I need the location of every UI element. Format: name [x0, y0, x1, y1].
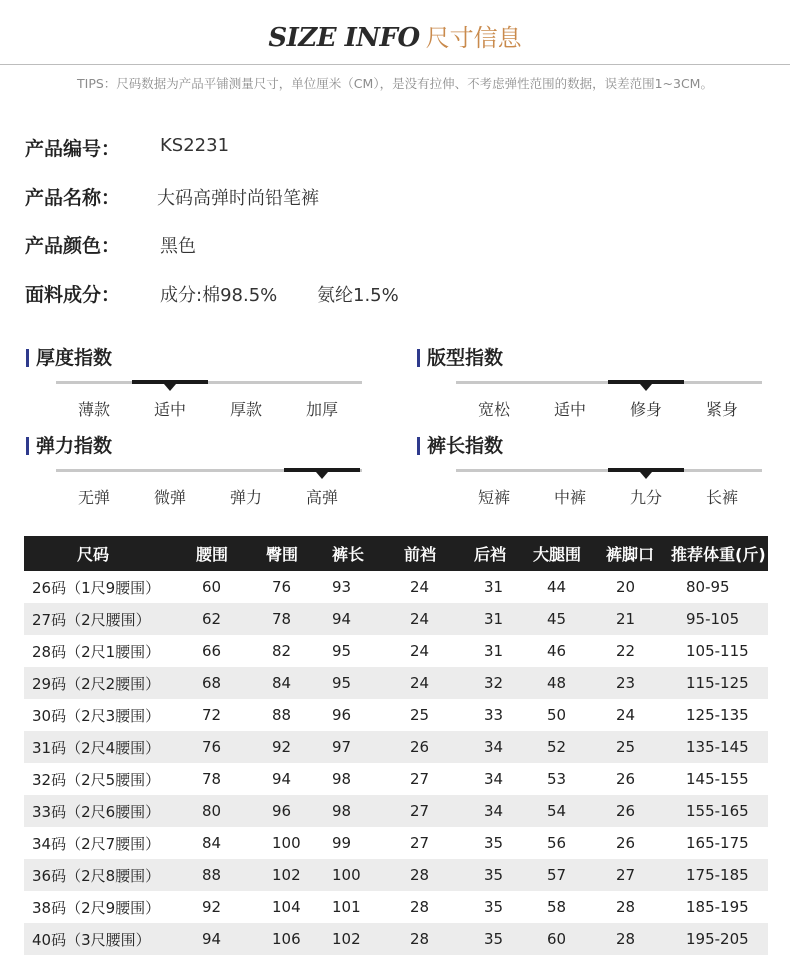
measure-cell: 175-185 — [670, 859, 768, 891]
tips-text: TIPS：尺码数据为产品平铺测量尺寸，单位厘米（CM），是没有拉伸、不考虑弹性范围的数据，误差范围1~3CM。 — [77, 76, 713, 91]
measure-cell: 53 — [547, 770, 567, 788]
table-row — [24, 763, 768, 795]
measure-cell: 24 — [402, 603, 470, 635]
size-table-header-row — [24, 536, 768, 571]
measure-cell: 35 — [484, 898, 504, 916]
measure-cell: 195-205 — [670, 923, 768, 955]
stretch-option: 弹力 — [229, 488, 262, 507]
measure-cell: 78 — [266, 603, 332, 635]
product-name-value: 大码高弹时尚铅笔裤 — [157, 188, 319, 209]
measure-cell: 72 — [202, 706, 222, 724]
measure-cell: 102 — [332, 923, 402, 955]
measure-cell: 28 — [410, 898, 430, 916]
measure-cell: 28 — [616, 898, 636, 916]
product-color-value: 黑色 — [160, 236, 196, 257]
measure-cell: 76 — [272, 578, 292, 596]
product-code-value: KS2231 — [160, 135, 230, 156]
measure-cell: 27 — [604, 859, 670, 891]
fit-index — [417, 347, 767, 427]
length-index — [417, 435, 767, 515]
measure-cell: 27 — [410, 770, 430, 788]
measure-cell: 48 — [533, 667, 604, 699]
measure-cell: 105-115 — [686, 642, 749, 660]
size-cell: 27码（2尺腰围） — [24, 603, 196, 635]
stretch-option: 无弹 — [77, 488, 110, 507]
length-index-marker-icon — [640, 472, 652, 479]
measure-cell: 60 — [202, 578, 222, 596]
header-title-zh: 尺寸信息 — [425, 24, 522, 52]
table-row — [24, 859, 768, 891]
stretch-index-marker-icon — [316, 472, 328, 479]
measure-cell: 99 — [332, 834, 352, 852]
measure-cell: 66 — [202, 642, 222, 660]
measure-cell: 115-125 — [670, 667, 768, 699]
measure-cell: 31 — [470, 603, 533, 635]
measure-cell: 62 — [196, 603, 266, 635]
measure-cell: 26 — [402, 731, 470, 763]
measure-cell: 76 — [196, 731, 266, 763]
measure-cell: 102 — [266, 859, 332, 891]
measure-cell: 92 — [202, 898, 222, 916]
size-info-header — [0, 18, 790, 58]
measure-cell: 185-195 — [686, 898, 749, 916]
size-cell: 32码（2尺5腰围） — [32, 770, 161, 789]
table-row — [24, 571, 768, 603]
measure-cell: 94 — [196, 923, 266, 955]
measure-cell: 135-145 — [670, 731, 768, 763]
table-row — [24, 667, 768, 699]
measure-cell: 27 — [402, 795, 470, 827]
length-option: 长裤 — [705, 488, 738, 507]
measure-cell: 22 — [616, 642, 636, 660]
measure-cell: 32 — [470, 667, 533, 699]
measure-cell: 100 — [272, 834, 301, 852]
measure-cell: 20 — [616, 578, 636, 596]
header-thigh: 大腿围 — [533, 536, 604, 571]
product-fabric-label: 面料成分： — [25, 284, 121, 306]
table-row — [24, 603, 768, 635]
stretch-option: 高弹 — [305, 488, 338, 507]
size-cell: 26码（1尺9腰围） — [32, 578, 161, 597]
size-cell: 40码（3尺腰围） — [24, 923, 196, 955]
measure-cell: 52 — [533, 731, 604, 763]
measure-cell: 31 — [484, 642, 504, 660]
measure-cell: 21 — [604, 603, 670, 635]
measure-cell: 101 — [332, 898, 361, 916]
measure-cell: 56 — [547, 834, 567, 852]
measure-cell: 28 — [402, 859, 470, 891]
table-row — [24, 827, 768, 859]
thickness-option: 适中 — [153, 400, 186, 419]
measure-cell: 44 — [547, 578, 567, 596]
size-cell: 28码（2尺1腰围） — [32, 642, 161, 661]
length-option: 九分 — [629, 488, 662, 507]
measure-cell: 33 — [484, 706, 504, 724]
measure-cell: 60 — [533, 923, 604, 955]
stretch-index-title: 弹力指数 — [26, 435, 112, 457]
size-cell: 38码（2尺9腰围） — [32, 898, 161, 917]
measure-cell: 46 — [547, 642, 567, 660]
fit-option: 适中 — [553, 400, 586, 419]
measure-cell: 88 — [196, 859, 266, 891]
thickness-option: 加厚 — [305, 400, 338, 419]
measure-cell: 155-165 — [670, 795, 768, 827]
size-cell: 33码（2尺6腰围） — [24, 795, 196, 827]
measure-cell: 34 — [470, 795, 533, 827]
measure-cell: 50 — [547, 706, 567, 724]
product-name-label: 产品名称： — [25, 187, 121, 209]
thickness-index-marker-icon — [164, 384, 176, 391]
measure-cell: 54 — [533, 795, 604, 827]
stretch-option: 微弹 — [153, 488, 186, 507]
fit-option: 紧身 — [705, 400, 738, 419]
measure-cell: 80-95 — [686, 578, 730, 596]
measure-cell: 78 — [202, 770, 222, 788]
thickness-index — [26, 347, 366, 427]
measure-cell: 34 — [484, 770, 504, 788]
table-row — [24, 731, 768, 763]
measure-cell: 35 — [470, 923, 533, 955]
header-size: 尺码 — [24, 536, 196, 571]
measure-cell: 94 — [332, 603, 402, 635]
measure-cell: 96 — [266, 795, 332, 827]
length-index-title: 裤长指数 — [417, 435, 503, 457]
measure-cell: 24 — [410, 578, 430, 596]
measure-cell: 104 — [272, 898, 301, 916]
measure-cell: 88 — [272, 706, 292, 724]
measure-cell: 34 — [470, 731, 533, 763]
measure-cell: 26 — [616, 834, 636, 852]
header-leg-opening: 裤脚口 — [604, 536, 670, 571]
measure-cell: 100 — [332, 859, 402, 891]
measure-cell: 25 — [604, 731, 670, 763]
measure-cell: 95-105 — [670, 603, 768, 635]
measure-cell: 94 — [272, 770, 292, 788]
measure-cell: 97 — [332, 731, 402, 763]
measure-cell: 96 — [332, 706, 352, 724]
measure-cell: 31 — [484, 578, 504, 596]
header-recommended-weight: 推荐体重(斤) — [670, 536, 768, 571]
measure-cell: 28 — [604, 923, 670, 955]
header-back-rise: 后裆 — [470, 536, 533, 571]
fit-option: 修身 — [629, 400, 662, 419]
measure-cell: 165-175 — [686, 834, 749, 852]
measure-cell: 98 — [332, 795, 402, 827]
length-option: 短裤 — [477, 488, 510, 507]
table-row — [24, 923, 768, 955]
measure-cell: 95 — [332, 667, 402, 699]
measure-cell: 45 — [533, 603, 604, 635]
header-hip: 臀围 — [266, 536, 332, 571]
measure-cell: 82 — [272, 642, 292, 660]
measure-cell: 145-155 — [686, 770, 749, 788]
measure-cell: 84 — [202, 834, 222, 852]
measure-cell: 24 — [616, 706, 636, 724]
measure-cell: 106 — [266, 923, 332, 955]
header-title-en: SIZE INFO — [268, 23, 420, 53]
header-front-rise: 前裆 — [402, 536, 470, 571]
measure-cell: 23 — [604, 667, 670, 699]
measure-cell: 26 — [616, 770, 636, 788]
size-table — [24, 536, 768, 955]
size-cell: 34码（2尺7腰围） — [32, 834, 161, 853]
measure-cell: 24 — [402, 667, 470, 699]
size-cell: 30码（2尺3腰围） — [32, 706, 161, 725]
measure-cell: 24 — [410, 642, 430, 660]
measure-cell: 95 — [332, 642, 352, 660]
measure-cell: 27 — [410, 834, 430, 852]
measure-cell: 25 — [410, 706, 430, 724]
product-color-label: 产品颜色： — [25, 235, 121, 257]
fit-option: 宽松 — [477, 400, 510, 419]
product-fabric-value-1: 成分:棉98.5% — [160, 285, 278, 306]
header-divider — [0, 64, 790, 65]
product-fabric-value-2: 氨纶1.5% — [317, 285, 399, 306]
measure-cell: 57 — [533, 859, 604, 891]
thickness-index-track — [56, 381, 362, 384]
measure-cell: 35 — [470, 859, 533, 891]
table-row — [24, 795, 768, 827]
header-length: 裤长 — [332, 536, 402, 571]
measure-cell: 58 — [547, 898, 567, 916]
measure-cell: 80 — [196, 795, 266, 827]
table-row — [24, 635, 768, 667]
length-option: 中裤 — [553, 488, 586, 507]
size-cell: 31码（2尺4腰围） — [24, 731, 196, 763]
measure-cell: 98 — [332, 770, 352, 788]
fit-index-marker-icon — [640, 384, 652, 391]
measure-cell: 26 — [604, 795, 670, 827]
header-waist: 腰围 — [196, 536, 266, 571]
size-cell: 36码（2尺8腰围） — [24, 859, 196, 891]
measure-cell: 125-135 — [686, 706, 749, 724]
stretch-index — [26, 435, 366, 515]
measure-cell: 68 — [196, 667, 266, 699]
measure-cell: 93 — [332, 578, 352, 596]
fit-index-title: 版型指数 — [417, 347, 503, 369]
thickness-option: 厚款 — [229, 400, 262, 419]
product-code-label: 产品编号： — [25, 138, 121, 160]
thickness-option: 薄款 — [77, 400, 110, 419]
measure-cell: 84 — [266, 667, 332, 699]
table-row — [24, 699, 768, 731]
thickness-index-title: 厚度指数 — [26, 347, 112, 369]
measure-cell: 92 — [266, 731, 332, 763]
measure-cell: 35 — [484, 834, 504, 852]
size-cell: 29码（2尺2腰围） — [24, 667, 196, 699]
table-row — [24, 891, 768, 923]
measure-cell: 28 — [402, 923, 470, 955]
